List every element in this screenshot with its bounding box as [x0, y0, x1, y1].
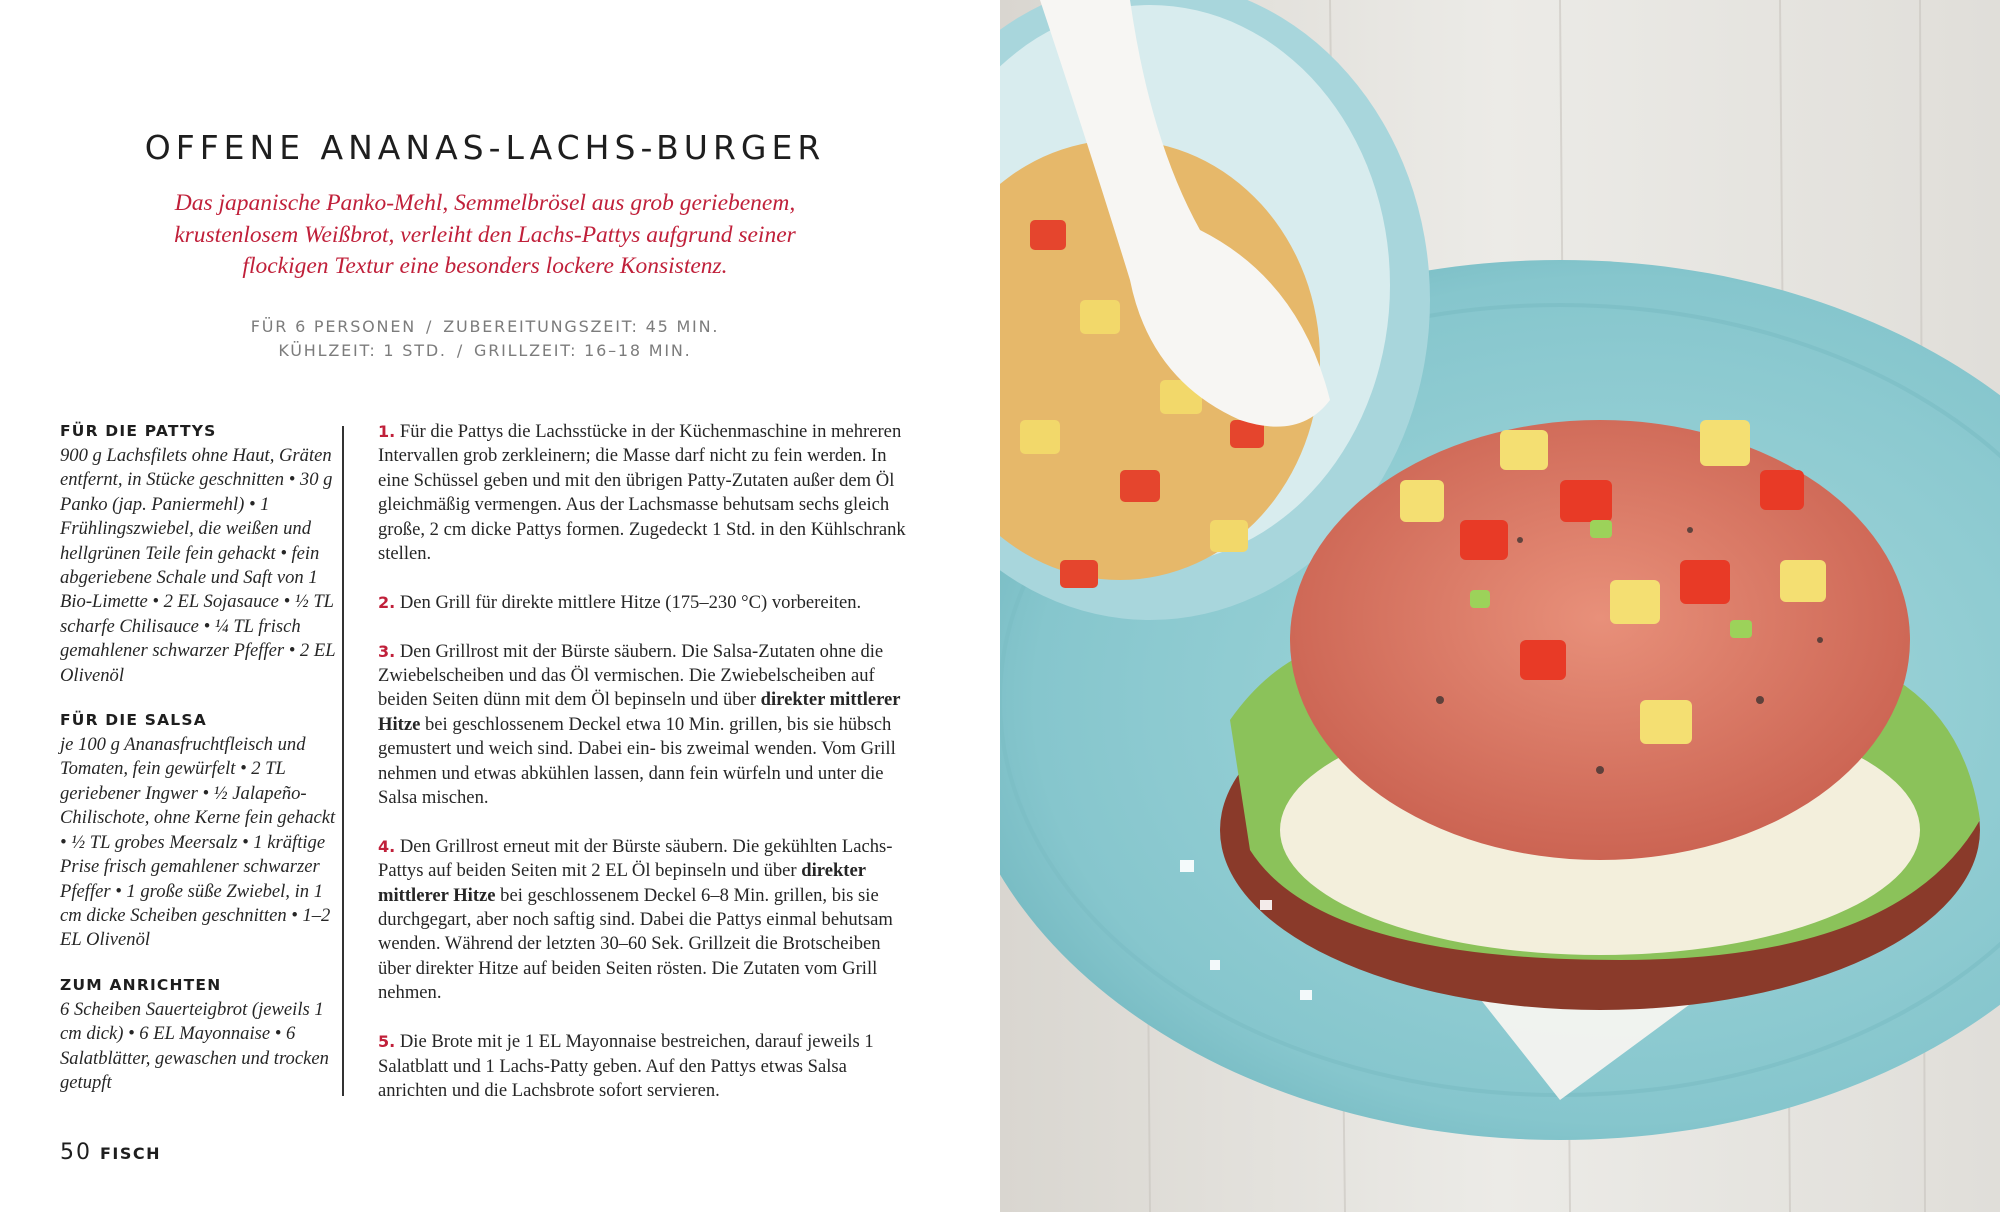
step-text: Den Grillrost mit der Bürste säubern. Die Salsa-Zutaten ohne die Zwiebelscheiben und das Öl vermischen. Die Zwiebelscheiben auf beiden Seiten dünn mit dem Öl bepinseln und über [378, 640, 884, 711]
recipe-title: OFFENE ANANAS-LACHS-BURGER [144, 128, 826, 168]
section-name: FISCH [100, 1144, 162, 1163]
ingredients-salsa [60, 709, 340, 953]
ingredients-text: 900 g Lachsfilets ohne Haut, Gräten entfernt, in Stücke geschnitten • 30 g Panko (jap. Paniermehl) • 1 Frühlingszwiebel, die weißen und hellgrünen Teile fein gehackt • fein abgeriebene Schale und Saft von 1 Bio-Limette • 2 EL Sojasauce • ½ TL scharfe Chilisauce • ¼ TL frisch gemahlener schwarzer Pfeffer • 2 EL Olivenöl [60, 445, 336, 686]
step-text: Den Grillrost erneut mit der Bürste säubern. Die gekühlten Lachs-Pattys auf beiden Seiten mit 2 EL Öl bepinseln und über [378, 835, 893, 882]
ingredients-heading: ZUM ANRICHTEN [60, 975, 222, 994]
step-text: Die Brote mit je 1 EL Mayonnaise bestreichen, darauf jeweils 1 Salatblatt und 1 Lachs-Patty geben. Auf den Pattys etwas Salsa anrichten und die Lachsbrote sofort servieren. [378, 1031, 874, 1101]
recipe-intro: Das japanische Panko-Mehl, Semmelbrösel aus grob geriebenem, krustenlosem Weißbrot, verleiht den Lachs-Pattys aufgrund seiner flockigen Textur eine besonders lockere Konsistenz. [174, 190, 796, 279]
step-text: Für die Pattys die Lachsstücke in der Küchenmaschine in mehreren Intervallen grob zerkleinern; die Masse darf nicht zu fein werden. In eine Schüssel geben und mit den übrigen Patty-Zutaten außer dem Öl gleichmäßig vermengen. Aus der Lachsmasse behutsam sechs gleich große, 2 cm dicke Pattys formen. Zugedeckt 1 Std. in den Kühlschrank stellen. [378, 421, 906, 565]
recipe-meta [0, 315, 970, 363]
step-emphasis: direkter mittlerer Hitze [378, 689, 901, 735]
ingredients-heading: FÜR DIE PATTYS [60, 422, 217, 440]
meta-persons: FÜR 6 PERSONEN [250, 317, 417, 336]
step-text-cont: bei geschlossenem Deckel etwa 10 Min. grillen, bis sie hübsch gemustert und weich sind. Dabei ein- bis zweimal wenden. Vom Grill nehmen und etwas abkühlen lassen, dann fein würfeln und unter die Salsa mischen. [378, 713, 896, 809]
step-number: 3. [378, 641, 396, 661]
step-number: 1. [378, 422, 396, 441]
ingredients-text: 6 Scheiben Sauerteigbrot (jeweils 1 cm dick) • 6 EL Mayonnaise • 6 Salatblätter, gewaschen und trocken getupft [60, 998, 329, 1093]
burger-photo [1000, 0, 2000, 1212]
page-number: 50 [60, 1140, 92, 1165]
ingredients-text: je 100 g Ananasfruchtfleisch und Tomaten, fein gewürfelt • 2 TL geriebener Ingwer • ½ Jalapeño-Chilischote, ohne Kerne fein gehackt • ½ TL grobes Meersalz • 1 kräftige Prise frisch gemahlener schwarzer Pfeffer • 1 große süße Zwiebel, in 1 cm dicke Scheiben geschnitten • 1–2 EL Olivenöl [60, 734, 336, 951]
ingredients-serving [60, 974, 340, 1096]
ingredients-pattys [60, 420, 340, 688]
step-number: 2. [378, 592, 396, 612]
step-2 [378, 591, 918, 615]
step-1 [378, 420, 918, 566]
meta-prep-time: ZUBEREITUNGSZEIT: 45 MIN. [443, 317, 720, 336]
step-4 [378, 835, 918, 1006]
meta-separator: / [426, 317, 434, 336]
step-number: 4. [378, 836, 396, 856]
column-divider [342, 426, 344, 1096]
step-text: Den Grill für direkte mittlere Hitze (175–230 °C) vorbereiten. [399, 591, 862, 613]
meta-separator: / [456, 341, 465, 360]
meta-line-1 [0, 315, 970, 339]
meta-cool-time: KÜHLZEIT: 1 STD. [278, 341, 447, 360]
step-text-cont: bei geschlossenem Deckel 6–8 Min. grillen, bis sie durchgegart, aber noch saftig sind. Dabei die Pattys einmal behutsam wenden. Während der letzten 30–60 Sek. Grillzeit die Brotscheiben über direkter Hitze auf beiden Seiten rösten. Die Zutaten vom Grill nehmen. [378, 884, 893, 1004]
page-folio [60, 1140, 161, 1165]
step-emphasis: direkter mittlerer Hitze [378, 860, 866, 906]
step-number: 5. [378, 1032, 396, 1052]
steps-column [378, 420, 918, 1128]
burger-photo-illustration [1000, 0, 2000, 1212]
ingredients-heading: FÜR DIE SALSA [60, 711, 207, 730]
meta-line-2 [0, 339, 970, 363]
ingredients-column [60, 420, 340, 1116]
step-3 [378, 640, 918, 811]
step-5 [378, 1030, 918, 1103]
meta-grill-time: GRILLZEIT: 16–18 MIN. [474, 341, 692, 360]
